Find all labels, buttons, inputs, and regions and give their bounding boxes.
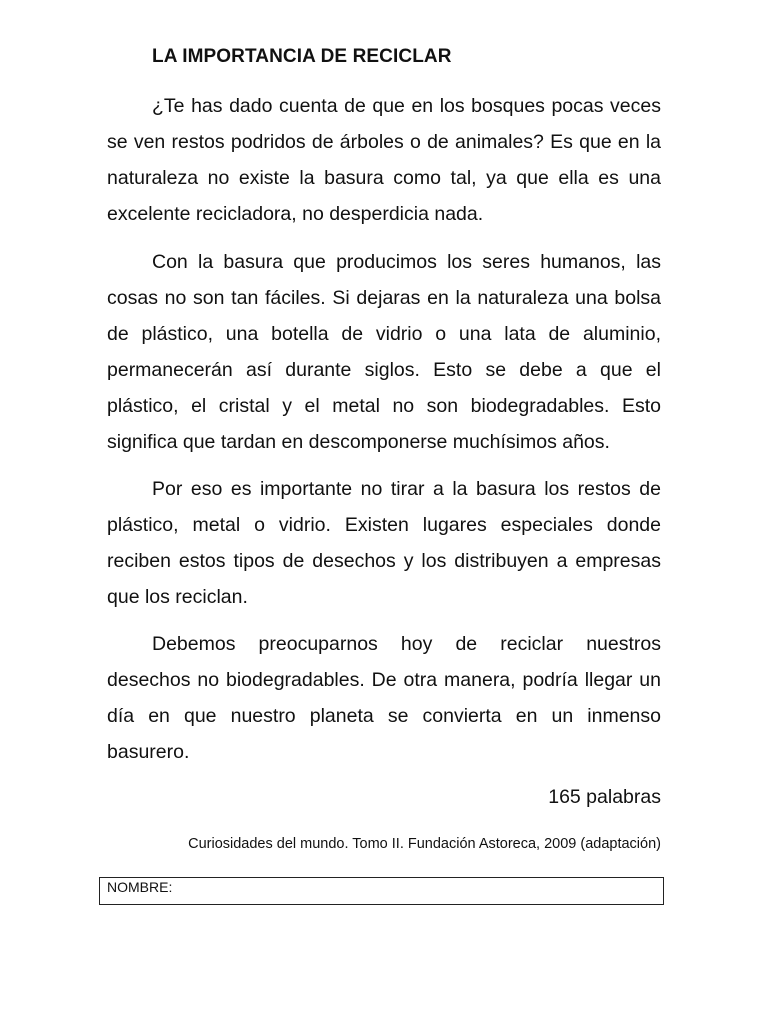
document-title: LA IMPORTANCIA DE RECICLAR [152, 46, 452, 67]
paragraph-3: Por eso es importante no tirar a la basura los restos de plástico, metal o vidrio. Existen lugares especiales donde reciben estos tipos de desechos y los distribuyen a empresas que los reciclan. [107, 478, 661, 608]
name-field-box[interactable] [99, 877, 664, 905]
paragraph-1: ¿Te has dado cuenta de que en los bosques pocas veces se ven restos podridos de árboles o de animales? Es que en la naturaleza no existe la basura como tal, ya que ella es una excelente recicladora, no desperdicia nada. [107, 95, 661, 225]
paragraph-2: Con la basura que producimos los seres humanos, las cosas no son tan fáciles. Si dejaras en la naturaleza una bolsa de plástico, una botella de vidrio o una lata de aluminio, permanecerán así durante siglos. Esto se debe a que el plástico, el cristal y el metal no son biodegradables. Esto significa que tardan en descomponerse muchísimos años. [107, 251, 661, 453]
source-citation: Curiosidades del mundo. Tomo II. Fundación Astoreca, 2009 (adaptación) [188, 836, 661, 852]
paragraph-4: Debemos preocuparnos hoy de reciclar nuestros desechos no biodegradables. De otra manera, podría llegar un día en que nuestro planeta se convierta en un inmenso basurero. [107, 633, 661, 763]
name-field-label: NOMBRE: [107, 879, 173, 895]
word-count: 165 palabras [548, 786, 661, 808]
